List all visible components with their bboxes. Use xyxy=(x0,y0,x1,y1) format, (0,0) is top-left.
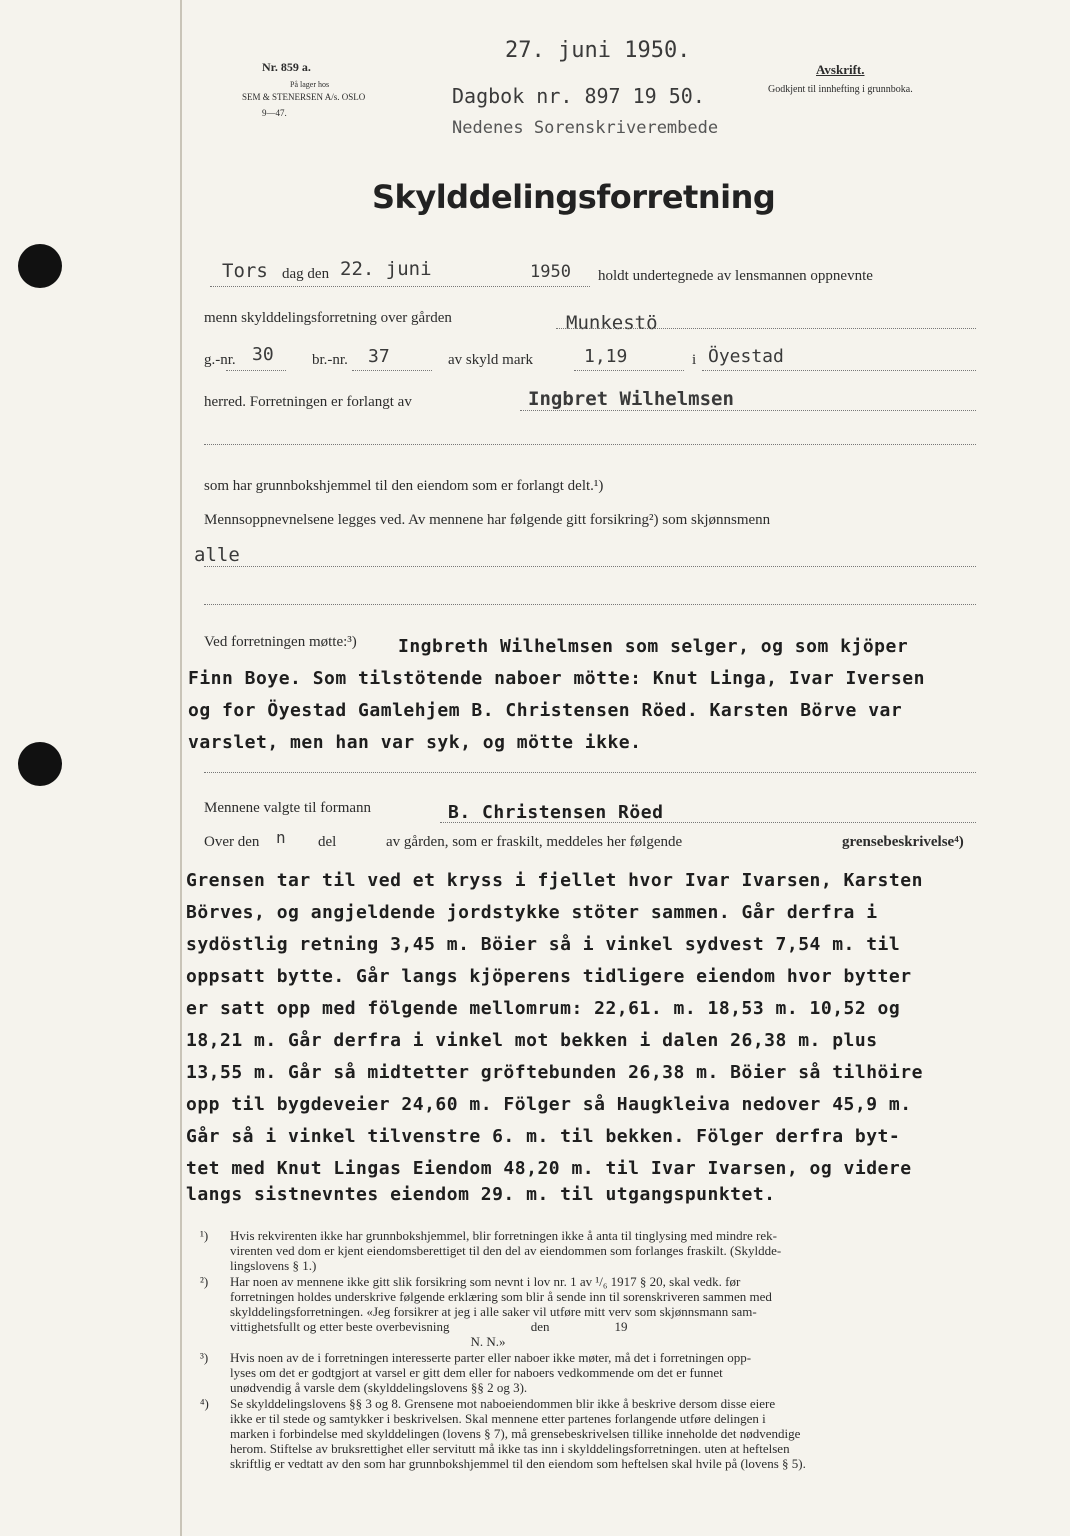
form-number: Nr. 859 a. xyxy=(262,60,311,74)
mote-line-3: og for Öyestad Gamlehjem B. Christensen Röed. Karsten Börve var xyxy=(188,700,903,721)
punch-hole-bottom xyxy=(18,742,62,786)
skjonnsmenn-value: alle xyxy=(194,544,240,566)
printer-line-3: 9—47. xyxy=(262,108,287,118)
footnote-line: Hvis rekvirenten ikke har grunnbokshjemmel, blir forretningen ikke å anta til tinglysing med mindre rek- xyxy=(230,1228,777,1243)
formann-value: B. Christensen Röed xyxy=(448,802,664,823)
over-den-label: Over den xyxy=(204,834,260,850)
requester-name: Ingbret Wilhelmsen xyxy=(528,388,734,410)
gnr-label: g.-nr. xyxy=(204,352,236,368)
godkjent-label: Godkjent til innhefting i grunnboka. xyxy=(768,84,913,95)
footnote-line: unødvendig å varsle dem (skylddelingslovens §§ 2 og 3). xyxy=(230,1380,528,1395)
bnr-label: br.-nr. xyxy=(312,352,348,368)
footnote-line: lyses om det er godtgjort at varsel er gitt dem eller for naboers vedkommende om det er funnet xyxy=(230,1365,723,1380)
margin-line xyxy=(180,0,182,1536)
footnote-line: Hvis noen av de i forretningen interesserte parter eller naboer ikke møter, må det i forretningen opp- xyxy=(230,1350,752,1365)
office-stamp: Nedenes Sorenskriverembede xyxy=(452,118,719,138)
mote-line-4: varslet, men han var syk, og mötte ikke. xyxy=(188,732,642,753)
row5-text: som har grunnbokshjemmel til den eiendom som er forlangt delt.¹) xyxy=(204,478,604,494)
row4-text: herred. Forretningen er forlangt av xyxy=(204,394,412,410)
footnote-line: Se skylddelingslovens §§ 3 og 8. Grensene mot naboeiendommen blir ikke å beskrive dersom disse eiere xyxy=(230,1396,776,1411)
municipality-value: Öyestad xyxy=(708,346,784,367)
over-text: av gården, som er fraskilt, meddeles her følgende xyxy=(386,834,683,850)
description-line: oppsatt bytte. Går langs kjöperens tidligere eiendom hvor bytter xyxy=(186,966,912,987)
del-label: del xyxy=(318,834,337,850)
footnote-mark: ¹) xyxy=(200,1228,209,1243)
printer-line-2: SEM & STENERSEN A/s. OSLO xyxy=(242,92,366,102)
footnote-line: skriftlig er vedtatt av den som har grunnbokshjemmel til den eiendom som heftelsen skal hvile på (lovens § 5). xyxy=(230,1456,806,1471)
avskrift-label: Avskrift. xyxy=(816,62,865,77)
punch-hole-top xyxy=(18,244,62,288)
footnote-line: herom. Stiftelse av bruksrettighet eller servitutt må ikke tas inn i skylddelingsforretningen. uten at heftelsen xyxy=(230,1441,790,1456)
description-line: sydöstlig retning 3,45 m. Böier så i vinkel sydvest 7,54 m. til xyxy=(186,934,901,955)
page-title: Skylddelingsforretning xyxy=(372,178,776,216)
footnote-line: forretningen holdes underskrive følgende erklæring som blir å sende inn til sorenskriveren sammen med xyxy=(230,1289,772,1304)
document-date: 27. juni 1950. xyxy=(505,38,691,63)
description-line: tet med Knut Lingas Eiendom 48,20 m. til Ivar Ivarsen, og videre xyxy=(186,1158,912,1179)
footnote-line: Har noen av mennene ikke gitt slik forsikring som nevnt i lov nr. 1 av ¹/₆ 1917 § 20, skal vedk. før xyxy=(230,1274,741,1289)
mote-line-1: Ingbreth Wilhelmsen som selger, og som kjöper xyxy=(398,636,909,657)
footnote-line: marken i forbindelse med skylddelingen (lovens § 7), må grensebeskrivelsen tillike inneholde det nødvendige xyxy=(230,1426,801,1441)
footnote-line: vittighetsfullt og etter beste overbevisning den 19 xyxy=(230,1319,628,1334)
description-line: er satt opp med fölgende mellomrum: 22,61. m. 18,53 m. 10,52 og xyxy=(186,998,901,1019)
footnote-line: N. N.» xyxy=(230,1334,506,1349)
footnote-line: virenten ved dom er kjent eiendomsberettiget til den del av eiendommen som forlanges fraskilt. (Skyldde- xyxy=(230,1243,782,1258)
description-line: 13,55 m. Går så midtetter gröftebunden 26,38 m. Böier så tilhöire xyxy=(186,1062,923,1083)
footnote-line: ikke er til stede og samtykker i beskrivelsen. Skal mennene etter partenes forlangende utføre delingen i xyxy=(230,1411,766,1426)
description-line: langs sistnevntes eiendom 29. m. til utgangspunktet. xyxy=(186,1184,776,1205)
dagbok-number: Dagbok nr. 897 19 50. xyxy=(452,84,705,108)
printer-line-1: På lager hos xyxy=(290,80,330,89)
over-den-handwritten: n xyxy=(276,828,286,847)
footnote-mark: ⁴) xyxy=(200,1396,209,1411)
description-line: opp til bygdeveier 24,60 m. Fölger så Haugkleiva nedover 45,9 m. xyxy=(186,1094,912,1115)
grensebeskrivelse-label: grensebeskrivelse⁴) xyxy=(842,834,964,850)
description-line: Börves, og angjeldende jordstykke stöter sammen. Går derfra i xyxy=(186,902,878,923)
footnote-mark: ³) xyxy=(200,1350,209,1365)
skyld-label: av skyld mark xyxy=(448,352,533,368)
footnote-line: lingslovens § 1.) xyxy=(230,1258,317,1273)
description-line: 18,21 m. Går derfra i vinkel mot bekken i dalen 26,38 m. plus xyxy=(186,1030,878,1051)
bnr-value: 37 xyxy=(368,346,390,367)
row6-text: Mennsoppnevnelsene legges ved. Av mennene har følgende gitt forsikring²) som skjønnsmenn xyxy=(204,512,771,528)
date-value: 22. juni xyxy=(340,258,432,280)
mote-line-2: Finn Boye. Som tilstötende naboer mötte: Knut Linga, Ivar Iversen xyxy=(188,668,925,689)
mote-label: Ved forretningen møtte:³) xyxy=(204,634,357,650)
row1-text: holdt undertegnede av lensmannen oppnevnte xyxy=(598,268,873,284)
footnote-mark: ²) xyxy=(200,1274,209,1289)
description-line: Grensen tar til ved et kryss i fjellet hvor Ivar Ivarsen, Karsten xyxy=(186,870,923,891)
dag-den-label: dag den xyxy=(282,266,330,282)
description-line: Går så i vinkel tilvenstre 6. m. til bekken. Fölger derfra byt- xyxy=(186,1126,901,1147)
i-label: i xyxy=(692,352,697,368)
gnr-value: 30 xyxy=(252,344,274,365)
formann-label: Mennene valgte til formann xyxy=(204,800,372,816)
mark-value: 1,19 xyxy=(584,346,628,367)
footnote-line: skylddelingsforretningen. «Jeg forsikrer at jeg i alle saker vil utføre mitt verv som skjønnsmann sam- xyxy=(230,1304,757,1319)
farm-name: Munkestö xyxy=(566,312,658,334)
year-value: 1950 xyxy=(530,262,571,282)
row2-text: menn skylddelingsforretning over gården xyxy=(204,310,452,326)
weekday-value: Tors xyxy=(222,260,268,282)
